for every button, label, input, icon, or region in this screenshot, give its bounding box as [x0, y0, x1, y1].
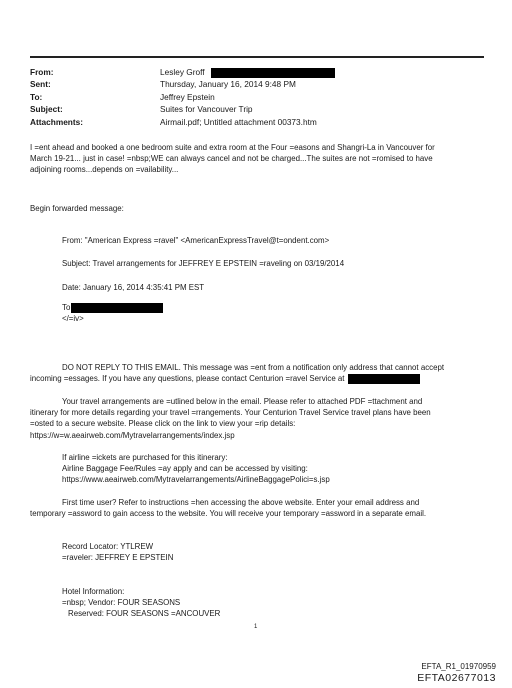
fwd-subject-line: Subject: Travel arrangements for JEFFREY E EPSTEIN =raveling on 03/19/2014	[62, 259, 345, 268]
sent-value: Thursday, January 16, 2014 9:48 PM	[160, 79, 296, 90]
page-number: 1	[254, 624, 258, 630]
hotel-paragraph	[62, 586, 220, 620]
fwd-from-line: From: "American Express =ravel" <AmericanExpressTravel@t=ondent.com>	[62, 236, 330, 245]
intro-line: I =ent ahead and booked a one bedroom suite and extra room at the Four =easons and Shangri-La in Vancouver for	[30, 143, 435, 152]
tickets-paragraph	[62, 452, 330, 486]
from-label: From:	[30, 67, 54, 77]
intro-line: March 19-21... just in case! =nbsp;WE can always cancel and not be charged...The suites are not =romised to have	[30, 154, 433, 164]
tickets-line: Airline Baggage Fee/Rules =ay apply and can be accessed by visiting:	[62, 464, 308, 474]
header-rule	[30, 56, 484, 58]
efta-small-id: EFTA_R1_01970959	[421, 662, 496, 671]
first-time-line: temporary =assword to gain access to the website. You will receive your temporary =assword in a separate email.	[30, 509, 427, 519]
redaction-bar	[71, 303, 163, 313]
arrangements-line: =osted to a secure website. Please click on the link to view your =rip details:	[30, 419, 296, 429]
subject-value: Suites for Vancouver Trip	[160, 104, 253, 115]
attachments-row	[30, 116, 490, 128]
attachments-value: Airmail.pdf; Untitled attachment 00373.htm	[160, 116, 317, 127]
arrangements-line: https://w=w.aeairweb.com/Mytravelarrangements/index.jsp	[30, 430, 235, 440]
noreply-line	[30, 373, 444, 384]
subject-row	[30, 103, 490, 115]
first-time-paragraph	[30, 497, 426, 519]
fwd-to-block	[62, 302, 163, 324]
fwd-div-line: </=iv>	[62, 314, 84, 324]
noreply-line: DO NOT REPLY TO THIS EMAIL. This message was =ent from a notification only address that cannot accept	[62, 363, 445, 372]
from-name: Lesley Groff	[160, 67, 205, 77]
redaction-bar	[211, 68, 335, 78]
tickets-line: If airline =ickets are purchased for this itinerary:	[62, 453, 228, 462]
forwarded-label: Begin forwarded message:	[30, 204, 124, 213]
arrangements-paragraph	[30, 396, 431, 441]
intro-line: adjoining rooms...depends on =vailability...	[30, 165, 179, 175]
to-label: To:	[30, 91, 43, 102]
arrangements-line: Your travel arrangements are =utlined below in the email. Please refer to attached PDF =ttachment and	[62, 397, 423, 406]
tickets-line: https://www.aeairweb.com/Mytravelarrangements/AirlineBaggagePolici=s.jsp	[62, 475, 330, 485]
from-value	[160, 66, 335, 78]
fwd-to-line	[62, 302, 163, 313]
sent-row	[30, 78, 490, 90]
hotel-line: Hotel Information:	[62, 587, 125, 596]
noreply-text: incoming =essages. If you have any questions, please contact Centurion =ravel Service at	[30, 374, 345, 384]
to-value: Jeffrey Epstein	[160, 91, 215, 102]
hotel-line: Reserved: FOUR SEASONS =ANCOUVER	[68, 609, 221, 619]
attachments-label: Attachments:	[30, 116, 84, 127]
record-paragraph	[62, 541, 173, 563]
redaction-bar	[348, 374, 420, 384]
fwd-date-line: Date: January 16, 2014 4:35:41 PM EST	[62, 283, 205, 292]
fwd-to-label: To	[62, 303, 71, 312]
record-line: =raveler: JEFFREY E EPSTEIN	[62, 553, 174, 563]
email-header	[30, 66, 490, 128]
record-line: Record Locator: YTLREW	[62, 542, 154, 551]
subject-label: Subject:	[30, 104, 63, 115]
to-row	[30, 91, 490, 103]
efta-large-id: EFTA02677013	[417, 672, 496, 684]
noreply-paragraph	[30, 362, 444, 384]
sent-label: Sent:	[30, 79, 51, 90]
from-row	[30, 66, 490, 78]
hotel-line: =nbsp; Vendor: FOUR SEASONS	[62, 598, 181, 608]
intro-paragraph	[30, 142, 435, 176]
arrangements-line: itinerary for more details regarding your travel =rrangements. Your Centurion Travel Service travel plans have been	[30, 408, 431, 418]
first-time-line: First time user? Refer to instructions =hen accessing the above website. Enter your email address and	[62, 498, 420, 507]
